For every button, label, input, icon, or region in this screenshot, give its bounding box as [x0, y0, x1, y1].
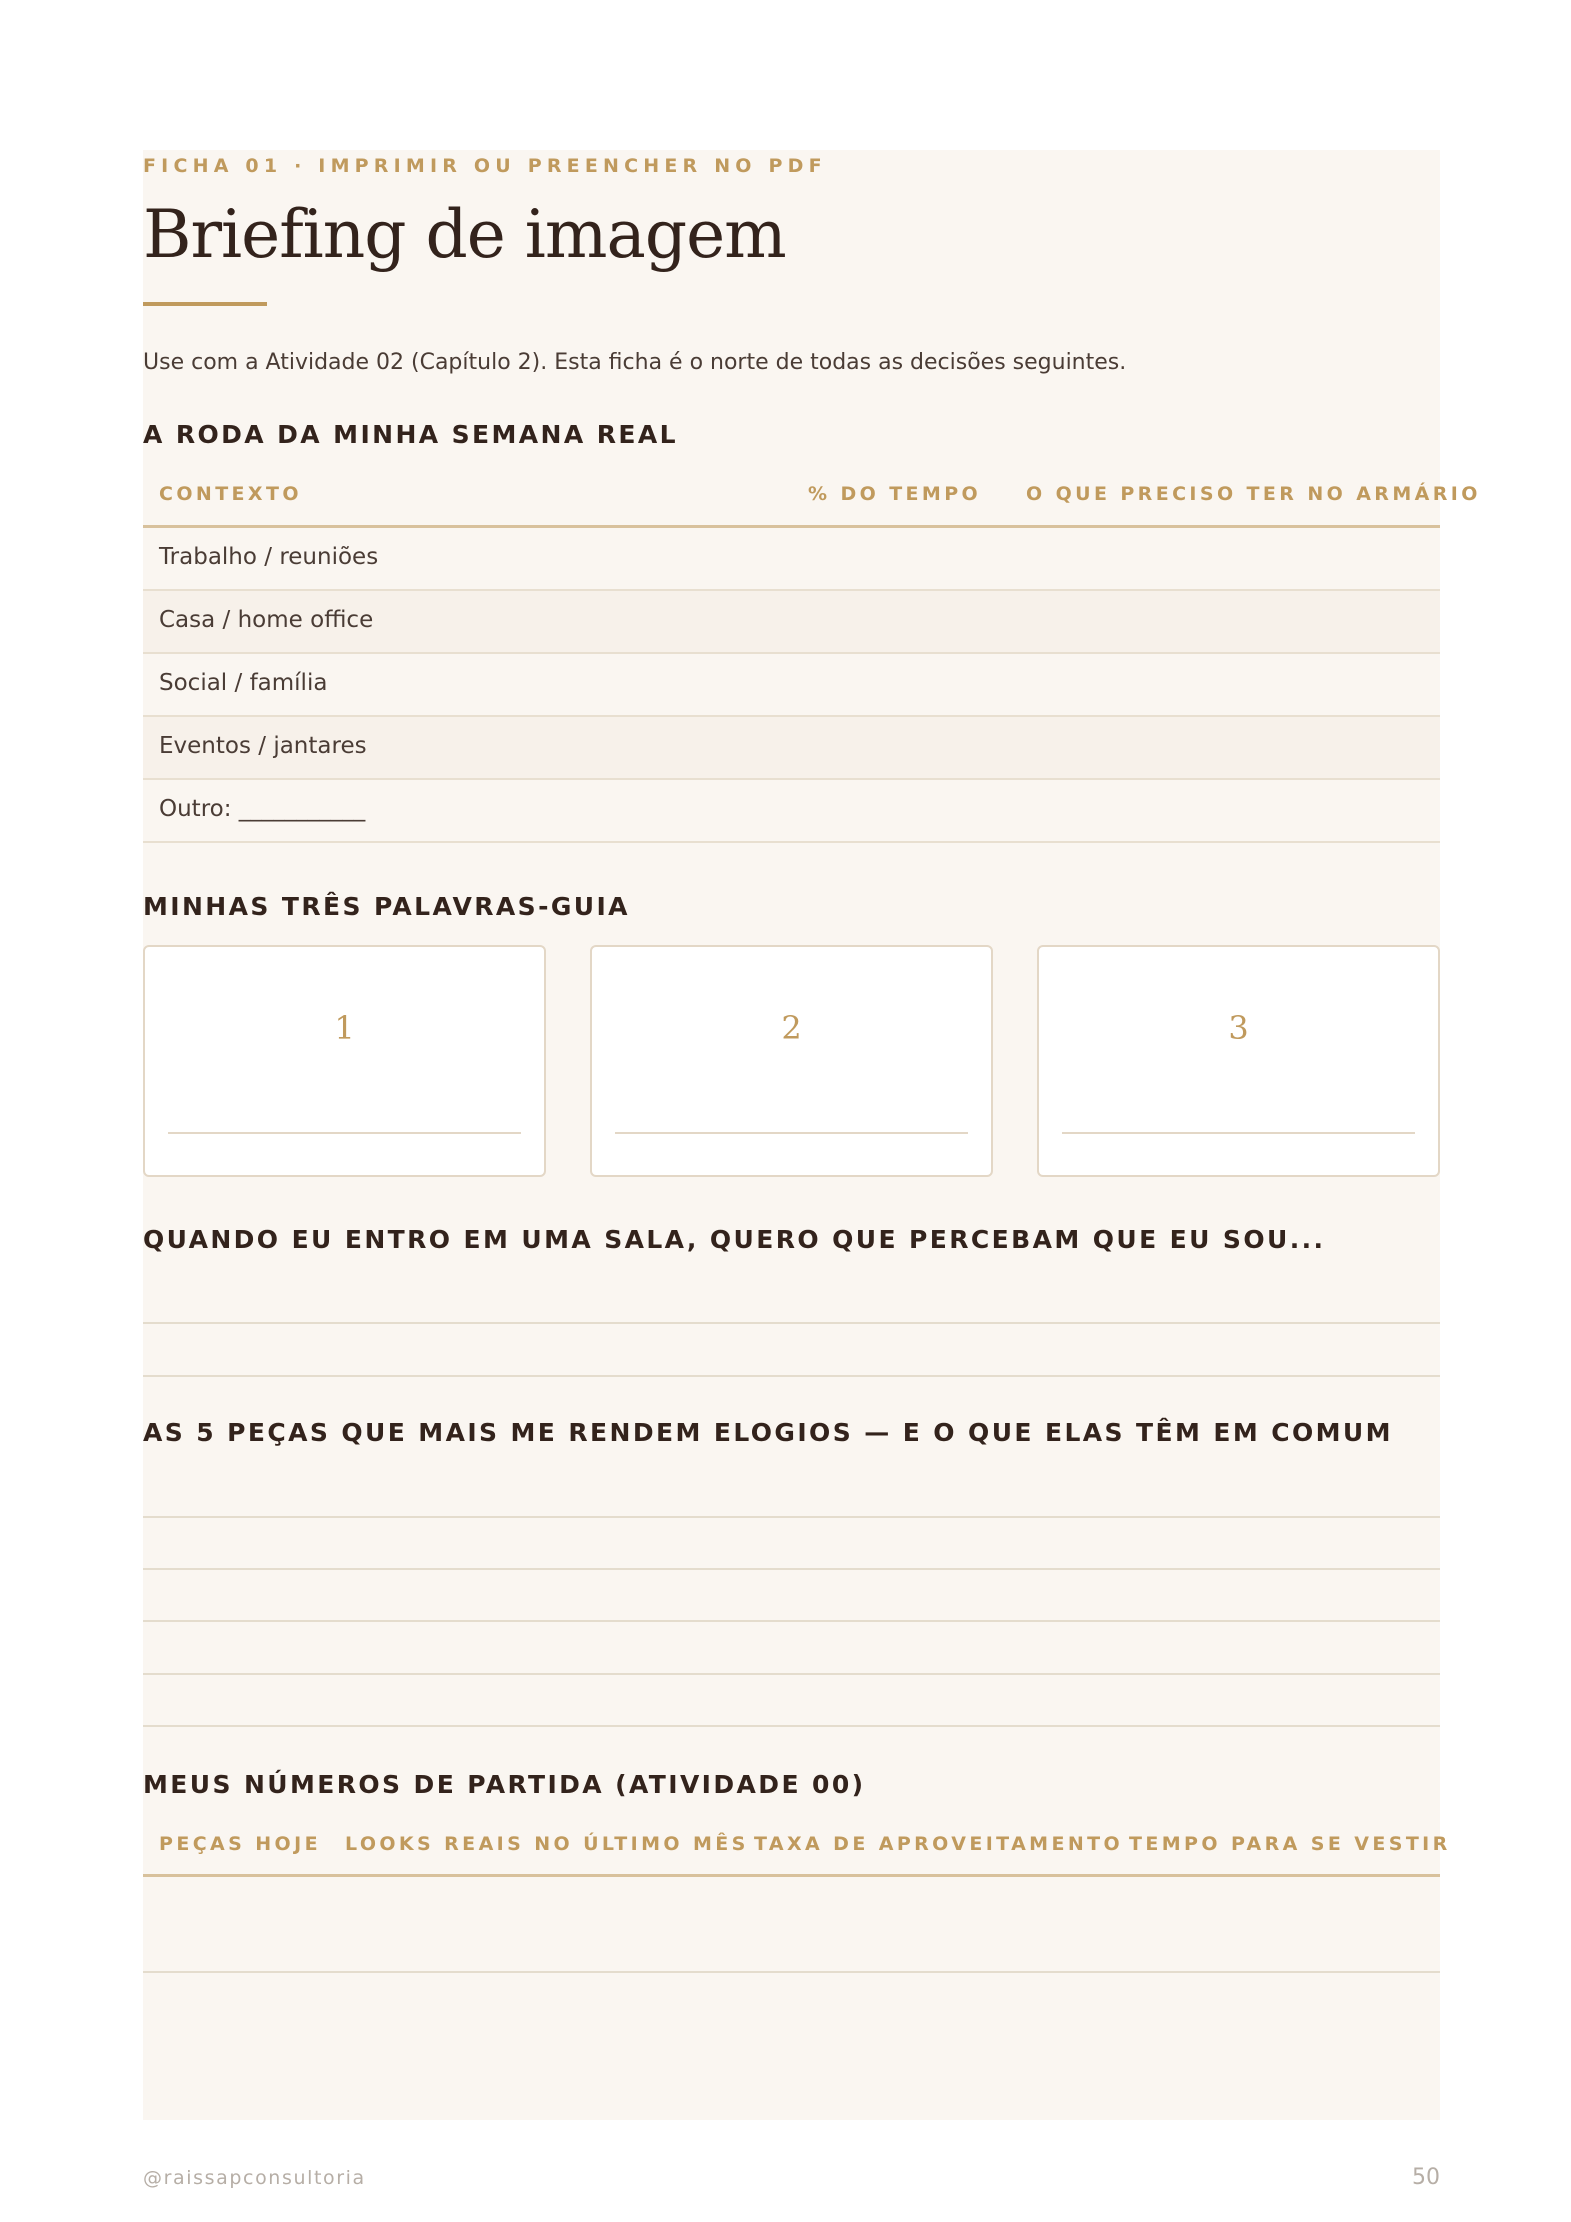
- answer-line[interactable]: [143, 1516, 1440, 1518]
- guide-word-box-3[interactable]: [1037, 945, 1440, 1177]
- table-row[interactable]: [143, 591, 1440, 654]
- guide-word-box-2[interactable]: [590, 945, 993, 1177]
- answer-line[interactable]: [143, 1375, 1440, 1377]
- answer-line[interactable]: [143, 1620, 1440, 1622]
- section-title-compliments: AS 5 PEÇAS QUE MAIS ME RENDEM ELOGIOS — E O QUE ELAS TÊM EM COMUM: [143, 1418, 1393, 1447]
- column-header-time-percent: % DO TEMPO: [808, 483, 982, 505]
- row-context-label: Eventos / jantares: [159, 733, 367, 759]
- table-row-divider[interactable]: [143, 1971, 1440, 1973]
- row-context-label: Outro: ___________: [159, 796, 366, 822]
- guide-word-number: 3: [1228, 1009, 1249, 1047]
- page-title: Briefing de imagem: [143, 196, 786, 273]
- answer-line[interactable]: [143, 1322, 1440, 1324]
- column-header-wardrobe-needs: O QUE PRECISO TER NO ARMÁRIO: [1026, 483, 1481, 505]
- column-header-dressing-time: TEMPO PARA SE VESTIR: [1129, 1833, 1451, 1855]
- table-row[interactable]: [143, 528, 1440, 591]
- section-title-starting-numbers: MEUS NÚMEROS DE PARTIDA (ATIVIDADE 00): [143, 1770, 866, 1799]
- title-underline: [143, 302, 267, 306]
- table-row[interactable]: [143, 717, 1440, 780]
- guide-word-write-line: [168, 1132, 521, 1134]
- table-row[interactable]: [143, 654, 1440, 717]
- column-header-context: CONTEXTO: [159, 483, 302, 505]
- guide-word-write-line: [1062, 1132, 1415, 1134]
- answer-line[interactable]: [143, 1673, 1440, 1675]
- intro-text: Use com a Atividade 02 (Capítulo 2). Esta ficha é o norte de todas as decisões seguintes.: [143, 350, 1127, 375]
- section-title-room-perception: QUANDO EU ENTRO EM UMA SALA, QUERO QUE PERCEBAM QUE EU SOU...: [143, 1225, 1326, 1254]
- section-title-guide-words: MINHAS TRÊS PALAVRAS-GUIA: [143, 892, 630, 921]
- table-header-rule: [143, 1874, 1440, 1877]
- row-context-label: Social / família: [159, 670, 328, 696]
- answer-line[interactable]: [143, 1725, 1440, 1727]
- eyebrow-label: FICHA 01 · IMPRIMIR OU PREENCHER NO PDF: [143, 155, 827, 177]
- section-title-week-wheel: A RODA DA MINHA SEMANA REAL: [143, 420, 678, 449]
- answer-line[interactable]: [143, 1568, 1440, 1570]
- footer-handle: @raissapconsultoria: [143, 2167, 366, 2189]
- table-row[interactable]: [143, 780, 1440, 843]
- row-context-label: Casa / home office: [159, 607, 374, 633]
- guide-word-number: 1: [334, 1009, 355, 1047]
- guide-word-write-line: [615, 1132, 968, 1134]
- column-header-pieces-today: PEÇAS HOJE: [159, 1833, 321, 1855]
- column-header-real-looks: LOOKS REAIS NO ÚLTIMO MÊS: [345, 1833, 749, 1855]
- row-context-label: Trabalho / reuniões: [159, 544, 379, 570]
- page-number: 50: [1412, 2165, 1440, 2190]
- guide-word-number: 2: [781, 1009, 802, 1047]
- guide-word-box-1[interactable]: [143, 945, 546, 1177]
- column-header-usage-rate: TAXA DE APROVEITAMENTO: [754, 1833, 1124, 1855]
